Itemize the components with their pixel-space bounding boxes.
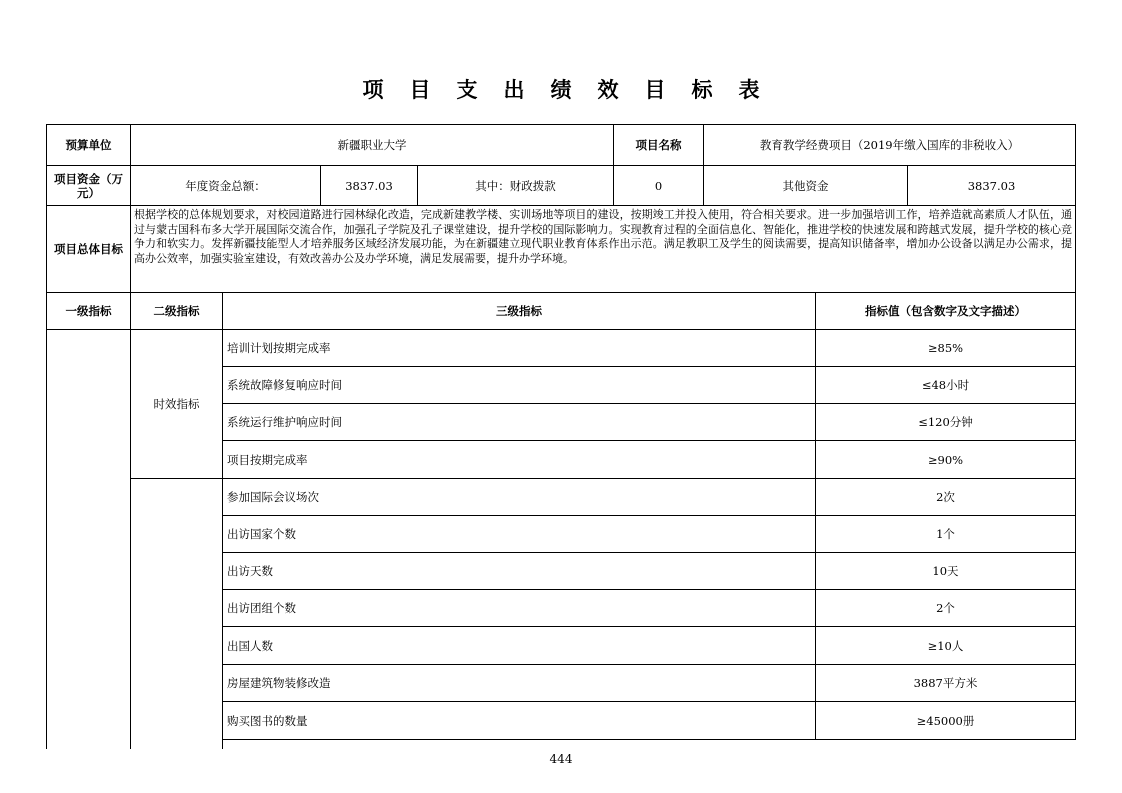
project-name-label: 项目名称 bbox=[613, 124, 704, 166]
indicator-name: 出访天数 bbox=[222, 552, 816, 590]
indicator-name: 房屋建筑物装修改造 bbox=[222, 664, 816, 702]
indicator-name: 出国人数 bbox=[222, 626, 816, 665]
indicator-value: ≤48小时 bbox=[815, 366, 1076, 404]
indicator-value: 2个 bbox=[815, 589, 1076, 627]
indicator-name: 出访团组个数 bbox=[222, 589, 816, 627]
indicator-value: ≥10人 bbox=[815, 626, 1076, 665]
level2-cell-2 bbox=[130, 478, 223, 749]
indicator-value: ≤120分钟 bbox=[815, 403, 1076, 441]
funds-other-value: 3837.03 bbox=[907, 165, 1076, 206]
funds-total-label: 年度资金总额： bbox=[130, 165, 321, 206]
budget-unit-value: 新疆职业大学 bbox=[130, 124, 614, 166]
indicator-name: 出访国家个数 bbox=[222, 515, 816, 553]
indicator-value: ≥45000册 bbox=[815, 701, 1076, 740]
funds-other-label: 其他资金 bbox=[703, 165, 908, 206]
project-name-value: 教育教学经费项目（2019年缴入国库的非税收入） bbox=[703, 124, 1076, 166]
col-value-header: 指标值（包含数字及文字描述） bbox=[815, 292, 1076, 330]
col-level1-header: 一级指标 bbox=[46, 292, 131, 330]
indicator-value: 10天 bbox=[815, 552, 1076, 590]
level2-timeliness: 时效指标 bbox=[130, 329, 223, 479]
page-title: 项目支出绩效目标表 bbox=[362, 78, 786, 102]
indicator-value: ≥90% bbox=[815, 440, 1076, 479]
col-level2-header: 二级指标 bbox=[130, 292, 223, 330]
page-number: 444 bbox=[549, 752, 573, 766]
indicator-name: 系统运行维护响应时间 bbox=[222, 403, 816, 441]
indicator-name: 系统故障修复响应时间 bbox=[222, 366, 816, 404]
indicator-value: 3887平方米 bbox=[815, 664, 1076, 702]
funds-fiscal-value: 0 bbox=[613, 165, 704, 206]
funds-total-value: 3837.03 bbox=[320, 165, 418, 206]
indicator-name: 购买图书的数量 bbox=[222, 701, 816, 740]
indicator-name: 参加国际会议场次 bbox=[222, 478, 816, 516]
indicator-name: 项目按期完成率 bbox=[222, 440, 816, 479]
budget-unit-label: 预算单位 bbox=[46, 124, 131, 166]
level1-cell bbox=[46, 329, 131, 749]
col-level3-header: 三级指标 bbox=[222, 292, 816, 330]
funds-label: 项目资金（万元） bbox=[46, 165, 131, 206]
indicator-value: ≥85% bbox=[815, 329, 1076, 367]
indicator-value: 2次 bbox=[815, 478, 1076, 516]
goal-text: 根据学校的总体规划要求，对校园道路进行园林绿化改造，完成新建教学楼、实训场地等项目的建设，按期竣工并投入使用，符合相关要求。进一步加强培训工作，培养造就高素质人才队伍，通过与蒙古国科布多大学开展国际交流合作，加强孔子学院及孔子课堂建设，提升学校的国际影响力。实现教育过程的全面信息化、智能化，推进学校的快速发展和跨越式发展，提升学校的核心竞争力和软实力。发挥新疆技能型人才培养服务区域经济发展功能，为在新疆建立现代职业教育体系作出示范。满足教职工及学生的阅读需要，提高知识储备率，增加办公设备以满足办公需求，提高办公效率，加强实验室建设，有效改善办公及办学环境，满足发展需要，提升办学环境。 bbox=[130, 205, 1076, 293]
indicator-name: 培训计划按期完成率 bbox=[222, 329, 816, 367]
funds-fiscal-label: 其中：财政拨款 bbox=[417, 165, 614, 206]
goal-label: 项目总体目标 bbox=[46, 205, 131, 293]
indicator-value: 1个 bbox=[815, 515, 1076, 553]
